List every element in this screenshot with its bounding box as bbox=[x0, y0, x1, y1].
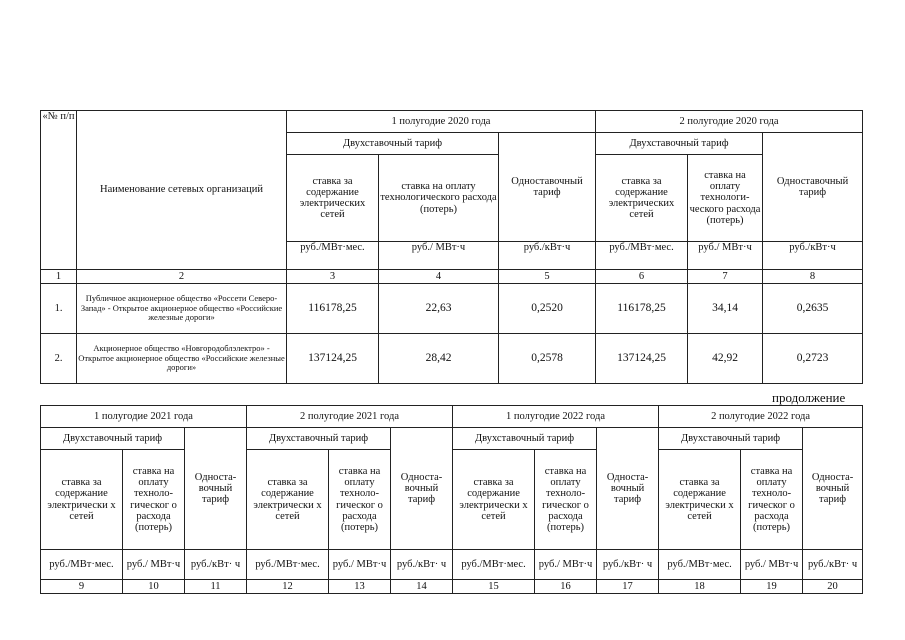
rate-loss-header: ставка на оплату технологи-ческого расхода (потерь) bbox=[688, 155, 763, 242]
period-header: 2 полугодие 2020 года bbox=[596, 111, 863, 133]
period-header: 1 полугодие 2021 года bbox=[41, 406, 247, 428]
rate-loss-header: ставка на оплату техноло-гическог о расхода (потерь) bbox=[329, 450, 391, 550]
value-cell: 0,2635 bbox=[763, 284, 863, 334]
period-header: 2 полугодие 2021 года bbox=[247, 406, 453, 428]
row-number: 1. bbox=[41, 284, 77, 334]
continuation-label: продолжение bbox=[772, 390, 846, 405]
col-number: 19 bbox=[741, 580, 803, 594]
col-number: 6 bbox=[596, 270, 688, 284]
col-number: 10 bbox=[123, 580, 185, 594]
unit-cell: руб./МВт·мес. bbox=[659, 550, 741, 580]
unit-cell: руб./кВт·ч bbox=[763, 242, 863, 270]
two-rate-header: Двухставочный тариф bbox=[247, 428, 391, 450]
value-cell: 116178,25 bbox=[287, 284, 379, 334]
unit-cell: руб./ МВт·ч bbox=[741, 550, 803, 580]
column-number-row bbox=[41, 270, 863, 284]
col-number: 11 bbox=[185, 580, 247, 594]
unit-cell: руб./ МВт·ч bbox=[688, 242, 763, 270]
rate-loss-header: ставка на оплату техноло-гическог о расхода (потерь) bbox=[535, 450, 597, 550]
col-number: 8 bbox=[763, 270, 863, 284]
col-number: 18 bbox=[659, 580, 741, 594]
col-number: 16 bbox=[535, 580, 597, 594]
rate-loss-header: ставка на оплату техноло-гическог о расхода (потерь) bbox=[123, 450, 185, 550]
unit-cell: руб./ МВт·ч bbox=[535, 550, 597, 580]
two-rate-header: Двухставочный тариф bbox=[596, 133, 763, 155]
period-header: 1 полугодие 2022 года bbox=[453, 406, 659, 428]
two-rate-header: Двухставочный тариф bbox=[659, 428, 803, 450]
value-cell: 0,2578 bbox=[499, 334, 596, 384]
col-number: 17 bbox=[597, 580, 659, 594]
value-cell: 28,42 bbox=[379, 334, 499, 384]
rate-maint-header: ставка за содержание электрически х сетей bbox=[453, 450, 535, 550]
col-number: 9 bbox=[41, 580, 123, 594]
value-cell: 0,2723 bbox=[763, 334, 863, 384]
table-row bbox=[41, 334, 863, 384]
num-header: «№ п/п bbox=[41, 111, 77, 270]
period-header: 2 полугодие 2022 года bbox=[659, 406, 863, 428]
rate-maint-header: ставка за содержание электрически х сетей bbox=[247, 450, 329, 550]
unit-cell: руб./кВт· ч bbox=[391, 550, 453, 580]
col-number: 1 bbox=[41, 270, 77, 284]
one-rate-header: Односта-вочный тариф bbox=[391, 428, 453, 550]
col-number: 13 bbox=[329, 580, 391, 594]
unit-cell: руб./кВт·ч bbox=[499, 242, 596, 270]
one-rate-header: Односта-вочный тариф bbox=[803, 428, 863, 550]
value-cell: 137124,25 bbox=[287, 334, 379, 384]
col-number: 12 bbox=[247, 580, 329, 594]
col-number: 2 bbox=[77, 270, 287, 284]
value-cell: 0,2520 bbox=[499, 284, 596, 334]
two-rate-header: Двухставочный тариф bbox=[453, 428, 597, 450]
one-rate-header: Одноставочный тариф bbox=[763, 133, 863, 242]
col-number: 7 bbox=[688, 270, 763, 284]
one-rate-header: Одноставочный тариф bbox=[499, 133, 596, 242]
org-header: Наименование сетевых организаций bbox=[77, 111, 287, 270]
col-number: 20 bbox=[803, 580, 863, 594]
tariff-table-2021-2022 bbox=[40, 405, 863, 594]
period-header: 1 полугодие 2020 года bbox=[287, 111, 596, 133]
unit-cell: руб./кВт· ч bbox=[185, 550, 247, 580]
unit-cell: руб./кВт· ч bbox=[803, 550, 863, 580]
value-cell: 22,63 bbox=[379, 284, 499, 334]
col-number: 14 bbox=[391, 580, 453, 594]
org-name: Акционерное общество «Новгородоблэлектро» - Открытое акционерное общество «Российские железные дороги» bbox=[77, 334, 287, 384]
value-cell: 34,14 bbox=[688, 284, 763, 334]
unit-cell: руб./МВт·мес. bbox=[453, 550, 535, 580]
value-cell: 116178,25 bbox=[596, 284, 688, 334]
tariff-table-2020 bbox=[40, 110, 863, 384]
one-rate-header: Односта-вочный тариф bbox=[597, 428, 659, 550]
col-number: 5 bbox=[499, 270, 596, 284]
unit-cell: руб./кВт· ч bbox=[597, 550, 659, 580]
unit-cell: руб./МВт·мес. bbox=[287, 242, 379, 270]
unit-cell: руб./МВт·мес. bbox=[41, 550, 123, 580]
column-number-row bbox=[41, 580, 863, 594]
unit-cell: руб./ МВт·ч bbox=[379, 242, 499, 270]
col-number: 4 bbox=[379, 270, 499, 284]
rate-loss-header: ставка на оплату техноло-гическог о расхода (потерь) bbox=[741, 450, 803, 550]
rate-maint-header: ставка за содержание электрически х сетей bbox=[41, 450, 123, 550]
unit-cell: руб./МВт·мес. bbox=[596, 242, 688, 270]
rate-maint-header: ставка за содержание электрически х сетей bbox=[659, 450, 741, 550]
org-name: Публичное акционерное общество «Россети Северо-Запад» - Открытое акционерное общество «Российские железные дороги» bbox=[77, 284, 287, 334]
unit-cell: руб./МВт·мес. bbox=[247, 550, 329, 580]
value-cell: 42,92 bbox=[688, 334, 763, 384]
col-number: 3 bbox=[287, 270, 379, 284]
col-number: 15 bbox=[453, 580, 535, 594]
rate-loss-header: ставка на оплату технологического расхода (потерь) bbox=[379, 155, 499, 242]
unit-cell: руб./ МВт·ч bbox=[123, 550, 185, 580]
two-rate-header: Двухставочный тариф bbox=[41, 428, 185, 450]
two-rate-header: Двухставочный тариф bbox=[287, 133, 499, 155]
table-row bbox=[41, 284, 863, 334]
rate-maint-header: ставка за содержание электрических сетей bbox=[596, 155, 688, 242]
row-number: 2. bbox=[41, 334, 77, 384]
unit-cell: руб./ МВт·ч bbox=[329, 550, 391, 580]
value-cell: 137124,25 bbox=[596, 334, 688, 384]
one-rate-header: Односта-вочный тариф bbox=[185, 428, 247, 550]
rate-maint-header: ставка за содержание электрических сетей bbox=[287, 155, 379, 242]
